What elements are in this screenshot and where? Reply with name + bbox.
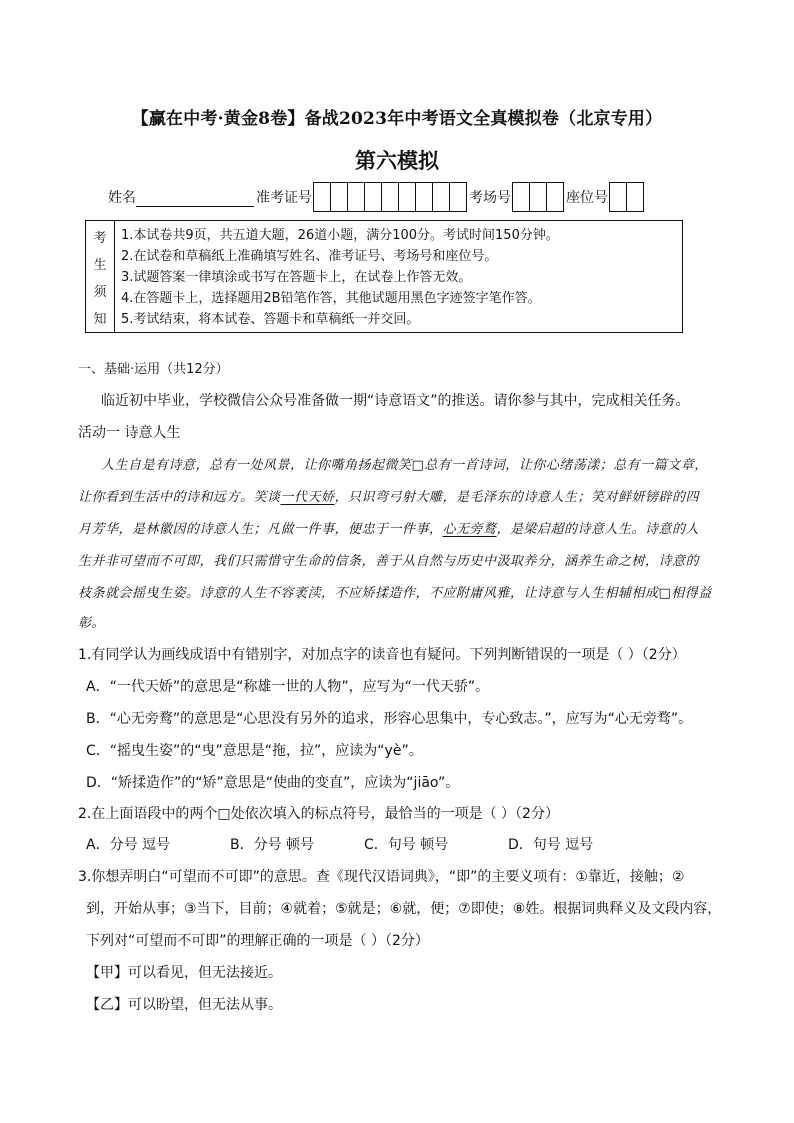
question-1-option-b: B．“心无旁鹜”的意思是“心思没有另外的追求，形容心思集中，专心致志。”，应写为“心无旁骛”。 [86, 711, 693, 727]
passage-line: 彰。 [78, 616, 106, 631]
passage-line: 让你看到生活中的诗和远方。笑谈一代天娇，只识弯弓射大雕，是毛泽东的诗意人生；笑对鲜妍镑辟的四 [78, 490, 700, 505]
question-2-option-b: B．分号 顿号 [230, 837, 315, 853]
notice-label: 考 生 须 知 [86, 221, 115, 332]
document-title: 【赢在中考·黄金8卷】备战2023年中考语文全真模拟卷（北京专用） [131, 109, 663, 129]
name-field[interactable] [136, 188, 254, 207]
question-2-option-d: D．句号 逗号 [508, 837, 594, 853]
question-1-stem: 1.有同学认为画线成语中有错别字，对加点字的读音也有疑问。下列判断错误的一项是（ ）（2分） [78, 647, 686, 663]
notice-list [121, 225, 678, 330]
notice-item: 4.在答题卡上，选择题用2B铅笔作答，其他试题用黑色字迹签字笔作答。 [121, 291, 541, 306]
notice-item: 2.在试卷和草稿纸上准确填写姓名、准考证号、考场号和座位号。 [121, 249, 498, 264]
name-label: 姓名 [108, 190, 136, 206]
passage-line: 生并非可望而不可即，我们只需惜守生命的信条，善于从自然与历史中汲取养分，涵养生命之树，诗意的 [78, 554, 700, 569]
exam-room-label: 考场号 [469, 190, 511, 206]
passage-line: 月芳华，是林徽因的诗意人生；凡做一件事，便忠于一件事，心无旁鹜，是梁启超的诗意人生。诗意的人 [78, 522, 700, 537]
question-3-statement-jia: 【甲】可以看见，但无法接近。 [86, 965, 282, 981]
question-1-option-d: D．“矫揉造作”的“矫”意思是“使曲的变直”，应读为“jiāo”。 [86, 775, 460, 791]
underlined-idiom: 一代天娇 [280, 490, 335, 505]
seat-number-boxes[interactable] [610, 182, 644, 212]
exam-number-boxes[interactable] [314, 182, 467, 212]
section-heading: 一、基础·运用（共12分） [78, 362, 229, 377]
notice-item: 1.本试卷共9页，共五道大题，26道小题，满分100分。考试时间150分钟。 [121, 228, 559, 243]
exam-notice-box [85, 220, 683, 333]
question-3-stem-line: 下列对“可望而不可即”的理解正确的一项是（ ）（2分） [86, 933, 429, 949]
document-subtitle: 第六模拟 [355, 148, 439, 173]
question-3-statement-yi: 【乙】可以盼望，但无法从事。 [86, 997, 282, 1013]
activity-title: 活动一 诗意人生 [78, 425, 181, 441]
question-1-option-c: C．“摇曳生姿”的“曳”意思是“拖，拉”，应读为“yè”。 [86, 743, 423, 759]
passage-line: 枝条就会摇曳生姿。诗意的人生不容袤渎，不应矫揉造作，不应附庸风雅，让诗意与人生相辅相成□相得益 [78, 586, 712, 601]
notice-item: 5.考试结束，将本试卷、答题卡和草稿纸一并交回。 [121, 312, 420, 327]
exam-number-label: 准考证号 [256, 190, 312, 206]
exam-room-boxes[interactable] [513, 182, 564, 212]
underlined-idiom: 心无旁鹜 [442, 522, 497, 537]
candidate-info-row [108, 181, 646, 213]
passage-line: 人生自是有诗意，总有一处风景，让你嘴角扬起微笑□总有一首诗词，让你心绪荡漾；总有一篇文章， [101, 458, 708, 473]
question-2-option-c: C．句号 顿号 [364, 837, 449, 853]
section-intro: 临近初中毕业，学校微信公众号准备做一期“诗意语文”的推送。请你参与其中，完成相关任务。 [101, 393, 690, 409]
seat-number-label: 座位号 [566, 190, 608, 206]
notice-item: 3.试题答案一律填涂或书写在答题卡上，在试卷上作答无效。 [121, 270, 472, 285]
question-2-option-a: A．分号 逗号 [86, 837, 171, 853]
question-3-stem-line: 到，开始从事；③当下，目前；④就着；⑤就是；⑥就，便；⑦即使；⑧姓。根据词典释义及文段内容， [86, 901, 722, 917]
question-1-option-a: A．“一代天娇”的意思是“称雄一世的人物”，应写为“一代天骄”。 [86, 679, 490, 695]
question-2-stem: 2.在上面语段中的两个□处依次填入的标点符号，最恰当的一项是（ ）（2分） [78, 806, 559, 822]
question-3-stem-line: 3.你想弄明白“可望而不可即”的意思。查《现代汉语词典》，“即”的主要义项有：①靠近，接触；② [78, 869, 685, 885]
